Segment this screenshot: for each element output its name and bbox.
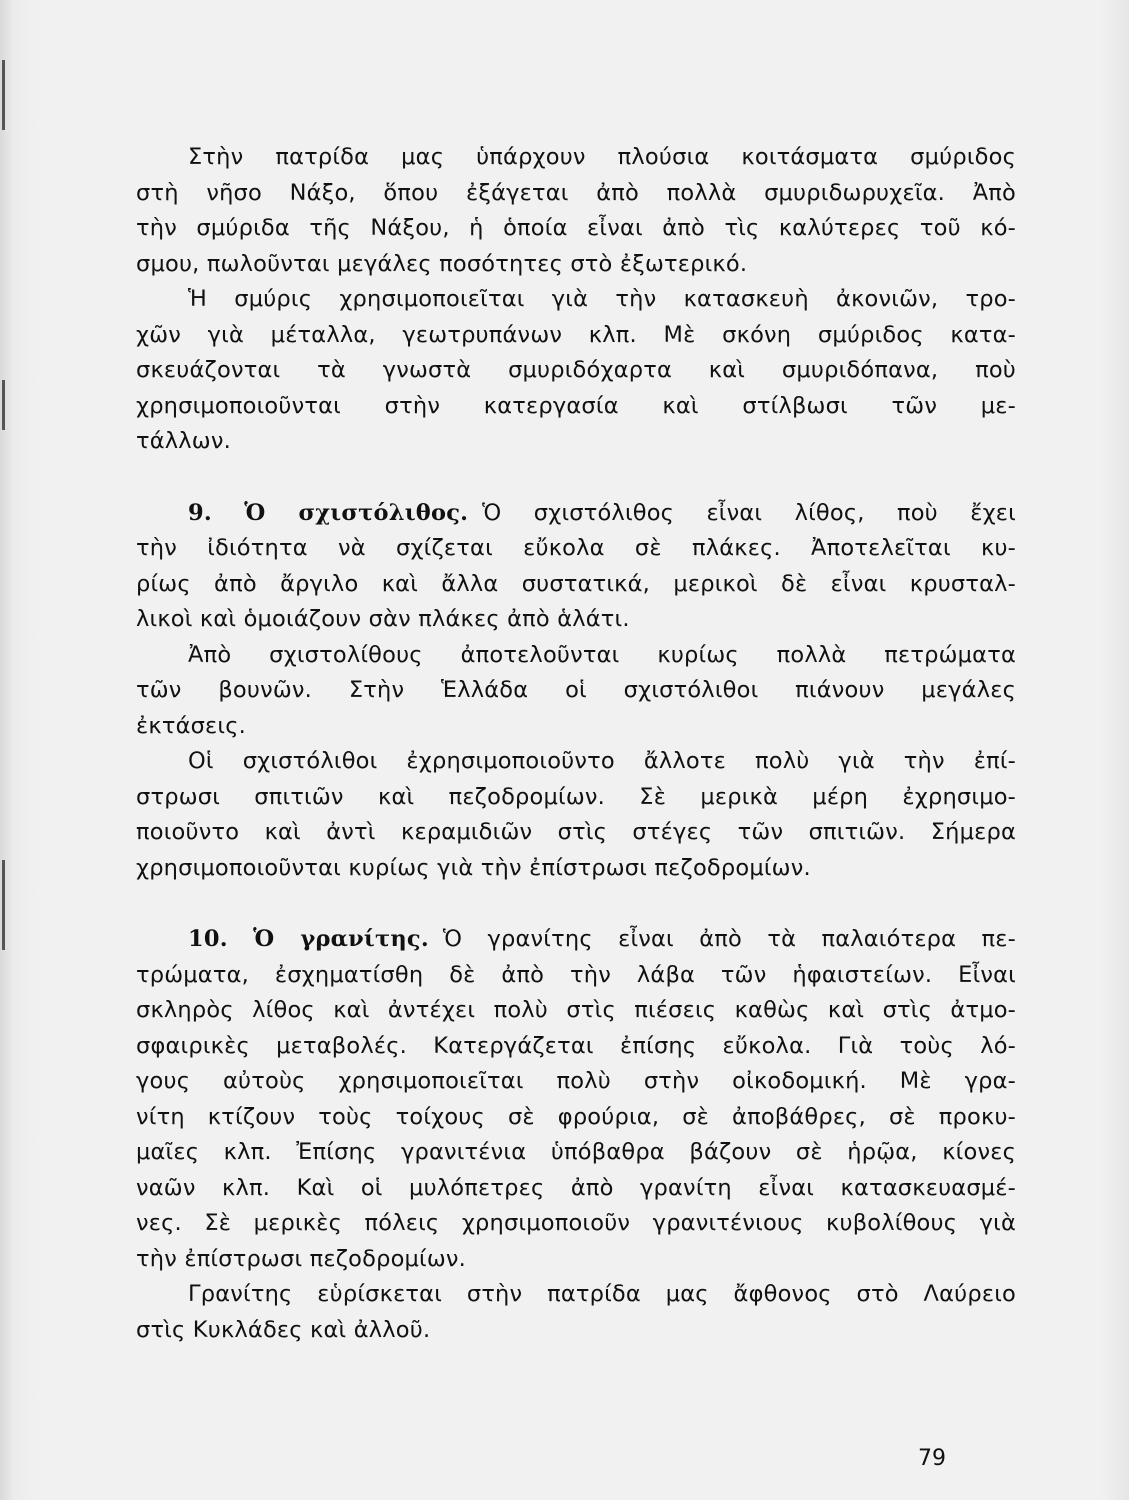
paragraph-line: Ἡ σμύρις χρησιμοποιεῖται γιὰ τὴν κατασκευὴ ἀκονιῶν, τρο- bbox=[188, 286, 1016, 312]
page-number: 79 bbox=[918, 1446, 946, 1471]
binding-shadow-mark bbox=[2, 60, 5, 130]
paragraph-line: ποιοῦντο καὶ ἀντὶ κεραμιδιῶν στὶς στέγες τῶν σπιτιῶν. Σήμερα bbox=[136, 819, 1016, 845]
section-number: 10. bbox=[188, 926, 228, 952]
section-gap bbox=[136, 460, 1016, 496]
paragraph-line: τὴν ἰδιότητα νὰ σχίζεται εὔκολα σὲ πλάκες. Ἀποτελεῖται κυ- bbox=[136, 535, 1016, 561]
main-text bbox=[136, 140, 1016, 1348]
paragraph-line: ναῶν κλπ. Καὶ οἱ μυλόπετρες ἀπὸ γρανίτη εἶναι κατασκευασμέ- bbox=[136, 1174, 1016, 1201]
section-number: 9. bbox=[188, 499, 212, 526]
paragraph-line: σμου, πωλοῦνται μεγάλες ποσότητες στὸ ἐξωτερικό. bbox=[136, 250, 748, 277]
paragraph-line: μαῖες κλπ. Ἐπίσης γρανιτένια ὑπόβαθρα βάζουν σὲ ἡρῷα, κίονες bbox=[136, 1139, 1016, 1165]
paragraph-line: χῶν γιὰ μέταλλα, γεωτρυπάνων κλπ. Μὲ σκόνη σμύριδος κατα- bbox=[136, 321, 1016, 348]
paragraph-text: Ὁ γρανίτης εἶναι ἀπὸ τὰ παλαιότερα πε- bbox=[442, 926, 1016, 952]
paragraph-line: στὶς Κυκλάδες καὶ ἀλλοῦ. bbox=[136, 1316, 431, 1343]
paragraph-line: νες. Σὲ μερικὲς πόλεις χρησιμοποιοῦν γρανιτένιους κυβολίθους γιὰ bbox=[136, 1210, 1016, 1236]
paragraph-line: ρίως ἀπὸ ἄργιλο καὶ ἄλλα συστατικά, μερικοὶ δὲ εἶναι κρυσταλ- bbox=[136, 570, 1016, 597]
section-heading-line bbox=[136, 496, 1016, 532]
paragraph-line: σκληρὸς λίθος καὶ ἀντέχει πολὺ στὶς πιέσεις καθὼς καὶ στὶς ἀτμο- bbox=[136, 997, 1016, 1023]
binding-shadow-mark bbox=[2, 860, 5, 950]
paragraph-line: Ἀπὸ σχιστολίθους ἀποτελοῦνται κυρίως πολλὰ πετρώματα bbox=[188, 641, 1016, 668]
paragraph-line: λικοὶ καὶ ὁμοιάζουν σὰν πλάκες ἀπὸ ἁλάτι. bbox=[136, 606, 630, 632]
paragraph-line: σφαιρικὲς μεταβολές. Κατεργάζεται ἐπίσης εὔκολα. Γιὰ τοὺς λό- bbox=[136, 1032, 1016, 1059]
paragraph-line: τρώματα, ἐσχηματίσθη δὲ ἀπὸ τὴν λάβα τῶν ἡφαιστείων. Εἶναι bbox=[136, 961, 1016, 988]
paragraph-line: Στὴν πατρίδα μας ὑπάρχουν πλούσια κοιτάσματα σμύριδος bbox=[188, 144, 1016, 170]
section-title: Ὁ γρανίτης. bbox=[253, 926, 429, 952]
paragraph-line: χρησιμοποιοῦνται κυρίως γιὰ τὴν ἐπίστρωσι πεζοδρομίων. bbox=[136, 854, 811, 881]
paragraph-line: τὴν ἐπίστρωσι πεζοδρομίων. bbox=[136, 1245, 467, 1272]
paragraph-line: τὴν σμύριδα τῆς Νάξου, ἡ ὁποία εἶναι ἀπὸ τὶς καλύτερες τοῦ κό- bbox=[136, 215, 1016, 241]
paragraph-line: τῶν βουνῶν. Στὴν Ἑλλάδα οἱ σχιστόλιθοι πιάνουν μεγάλες bbox=[136, 677, 1016, 703]
paragraph-text: Ὁ σχιστόλιθος εἶναι λίθος, ποὺ ἔχει bbox=[482, 499, 1016, 526]
paragraph-line: γους αὐτοὺς χρησιμοποιεῖται πολὺ στὴν οἰκοδομική. Μὲ γρα- bbox=[136, 1068, 1016, 1094]
paragraph-line: στὴ νῆσο Νάξο, ὅπου ἐξάγεται ἀπὸ πολλὰ σμυριδωρυχεῖα. Ἀπὸ bbox=[136, 179, 1016, 206]
paragraph-line: χρησιμοποιοῦνται στὴν κατεργασία καὶ στίλβωσι τῶν με- bbox=[136, 392, 1016, 419]
section-title: Ὁ σχιστόλιθος. bbox=[244, 499, 469, 526]
paragraph-line: Γρανίτης εὑρίσκεται στὴν πατρίδα μας ἄφθονος στὸ Λαύρειο bbox=[188, 1281, 1016, 1307]
section-heading-line bbox=[136, 922, 1016, 958]
paragraph-line: σκευάζονται τὰ γνωστὰ σμυριδόχαρτα καὶ σμυριδόπανα, ποὺ bbox=[136, 357, 1016, 383]
paragraph-line: νίτη κτίζουν τοὺς τοίχους σὲ φρούρια, σὲ ἀποβάθρες, σὲ προκυ- bbox=[136, 1103, 1016, 1130]
binding-shadow-mark bbox=[2, 380, 5, 430]
paragraph-line: τάλλων. bbox=[136, 428, 231, 454]
paragraph-line: στρωσι σπιτιῶν καὶ πεζοδρομίων. Σὲ μερικὰ μέρη ἐχρησιμο- bbox=[136, 783, 1016, 810]
paragraph-line: Οἱ σχιστόλιθοι ἐχρησιμοποιοῦντο ἄλλοτε πολὺ γιὰ τὴν ἐπί- bbox=[188, 748, 1016, 774]
section-gap bbox=[136, 886, 1016, 922]
paragraph-line: ἐκτάσεις. bbox=[136, 712, 246, 739]
